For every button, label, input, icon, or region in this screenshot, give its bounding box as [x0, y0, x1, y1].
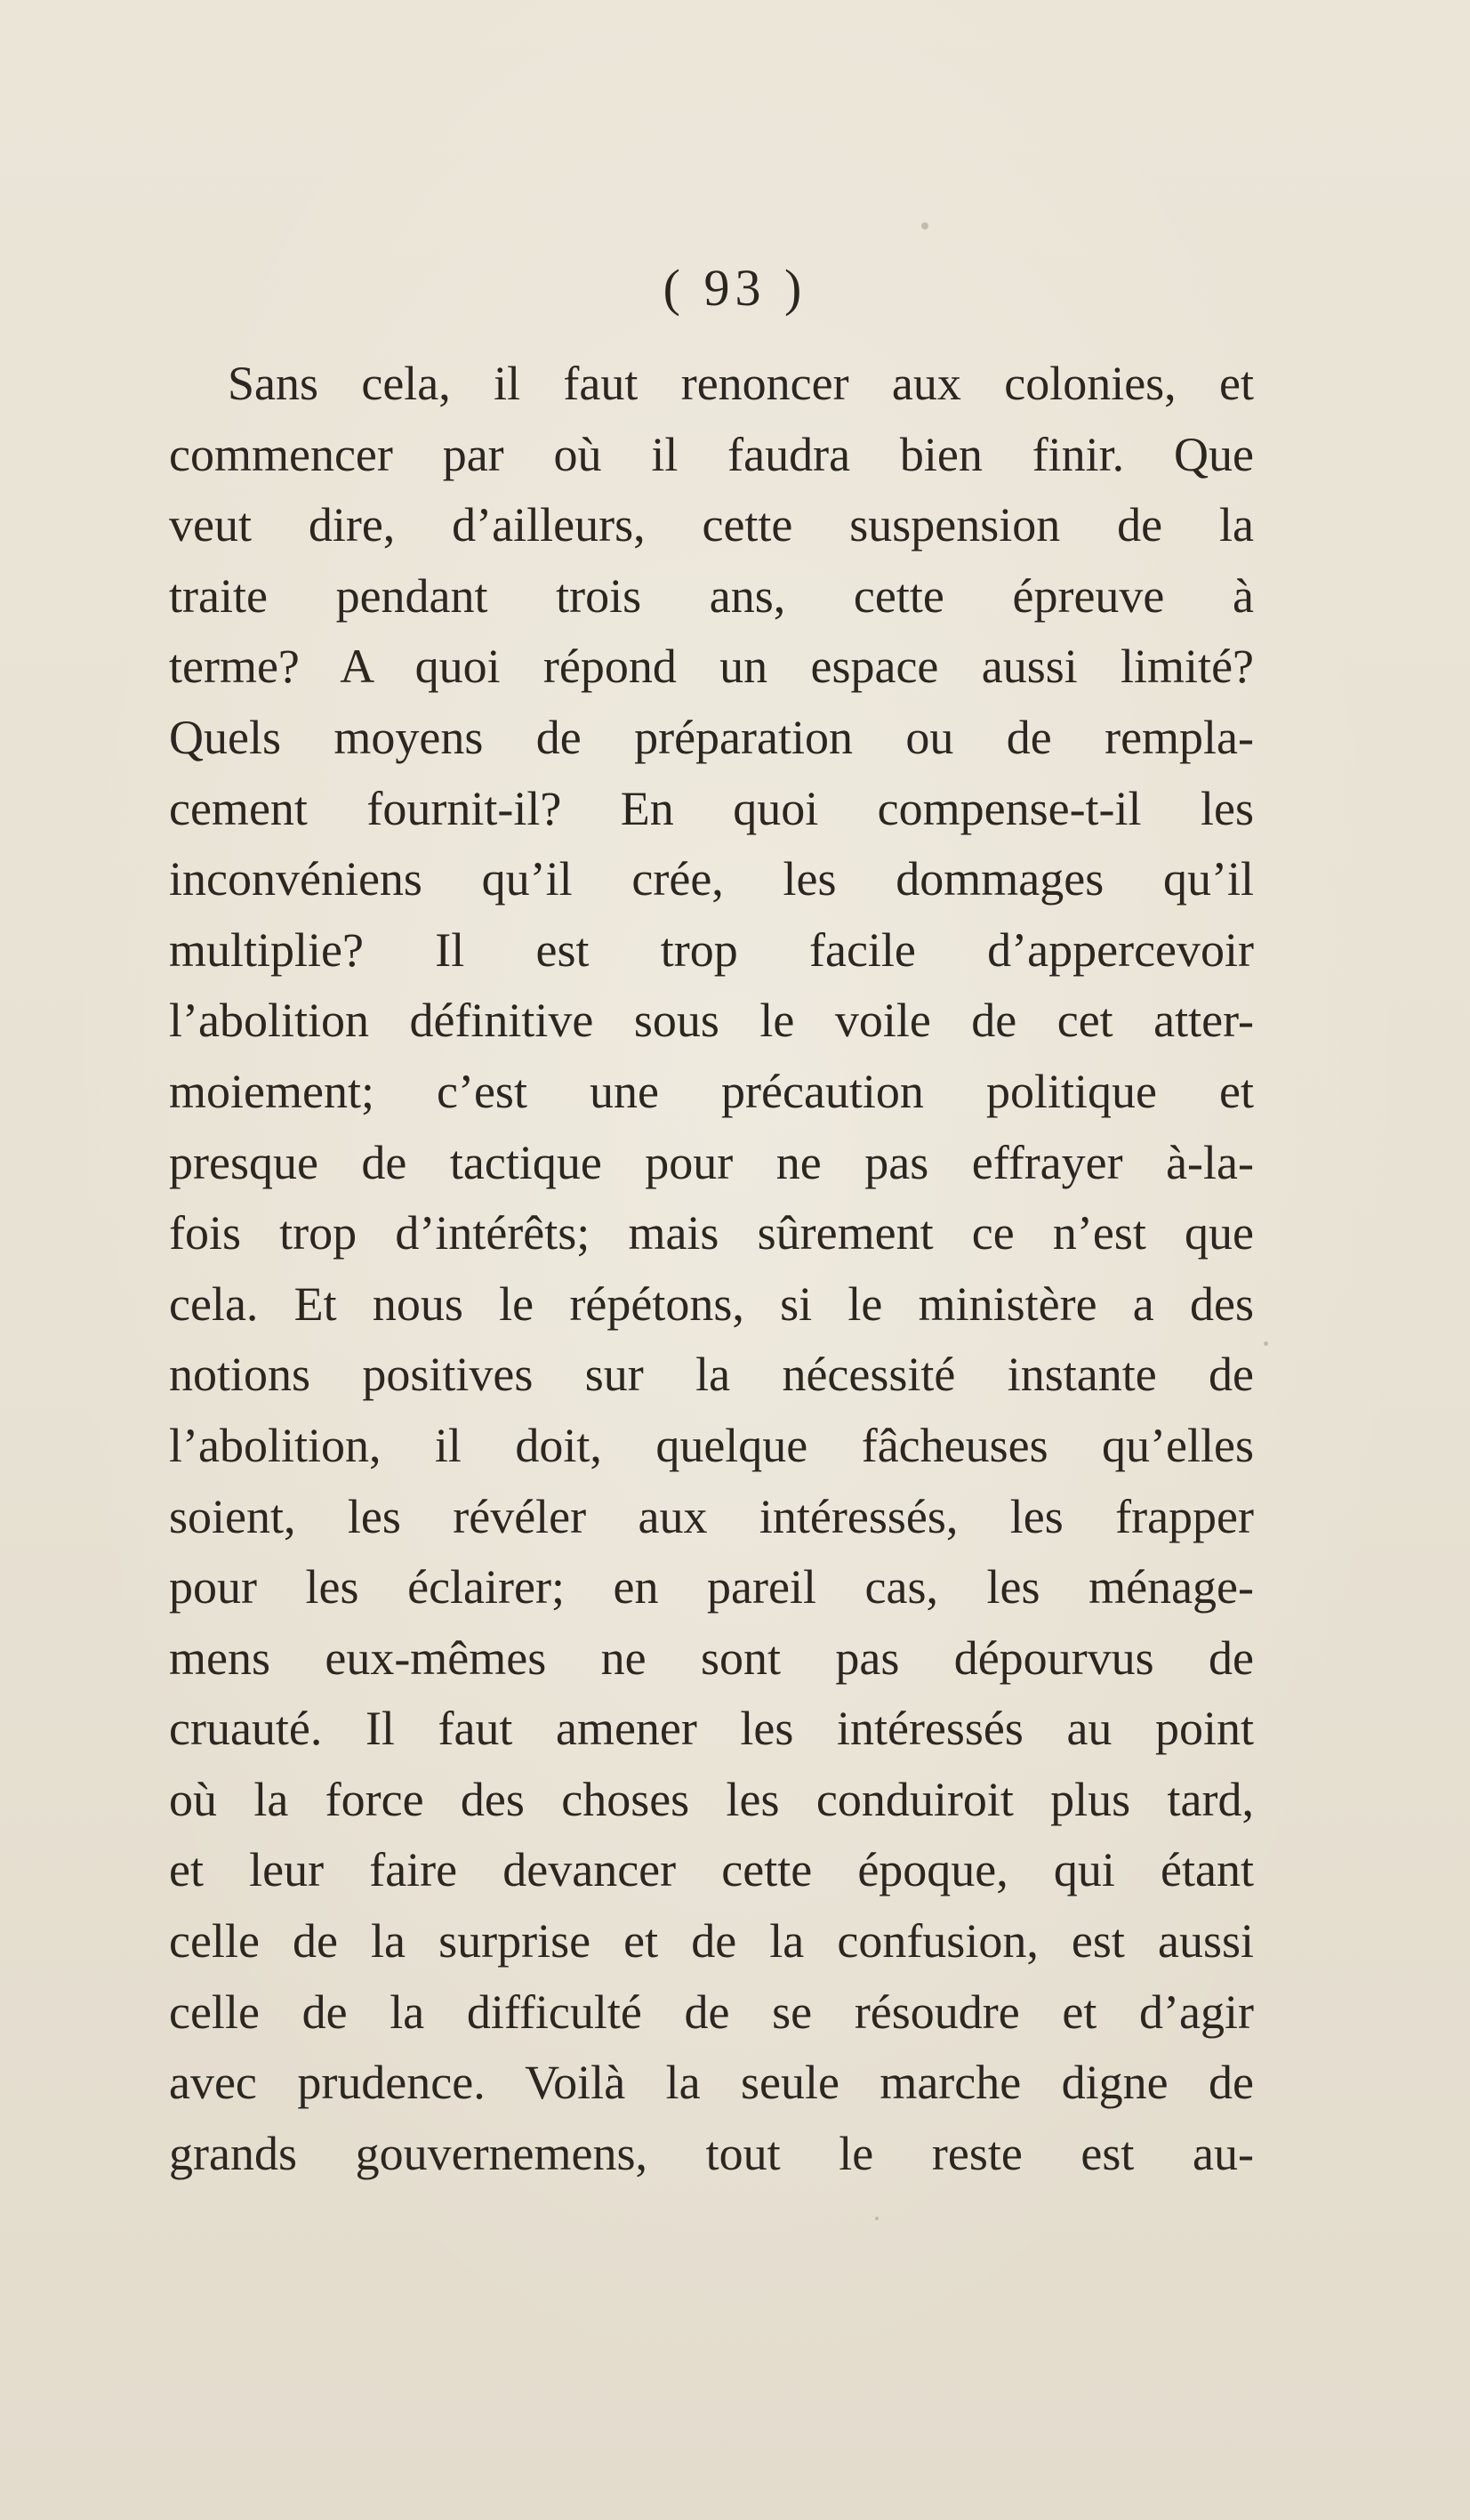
paper-speck [875, 2217, 879, 2220]
text-line: cruauté. Il faut amener les intéressés au point [169, 1702, 1254, 1756]
text-line: et leur faire devancer cette époque, qui étant [169, 1843, 1254, 1897]
text-line: cement fournit-il? En quoi compense-t-il les [169, 781, 1254, 835]
text-line: l’abolition définitive sous le voile de cet atter- [169, 994, 1254, 1048]
text-line: fois trop d’intérêts; mais sûrement ce n’est que [169, 1206, 1254, 1260]
text-line: Sans cela, il faut renoncer aux colonies, et [228, 357, 1254, 410]
text-line: veut dire, d’ailleurs, cette suspension de la [169, 498, 1254, 552]
text-line: terme? A quoi répond un espace aussi limité? [169, 640, 1254, 694]
text-line: Quels moyens de préparation ou de rempla- [169, 710, 1254, 764]
text-line: soient, les révéler aux intéressés, les frapper [169, 1489, 1254, 1543]
text-line: multiplie? Il est trop facile d’appercevoir [169, 922, 1254, 977]
text-line: celle de la difficulté de se résoudre et d’agir [169, 1985, 1254, 2039]
text-line: où la force des choses les conduiroit plus tard, [169, 1772, 1254, 1826]
text-line: avec prudence. Voilà la seule marche digne de [169, 2056, 1254, 2110]
text-line: pour les éclairer; en pareil cas, les ménage- [169, 1560, 1254, 1614]
text-line: mens eux-mêmes ne sont pas dépourvus de [169, 1630, 1254, 1685]
text-line: grands gouvernemens, tout le reste est au- [169, 2126, 1254, 2180]
text-line: traite pendant trois ans, cette épreuve à [169, 568, 1254, 623]
text-line: commencer par où il faudra bien finir. Que [169, 427, 1254, 481]
text-line: cela. Et nous le répétons, si le ministère a des [169, 1276, 1254, 1331]
text-line: celle de la surprise et de la confusion, est aussi [169, 1914, 1254, 1968]
text-line: presque de tactique pour ne pas effrayer à-la- [169, 1135, 1254, 1189]
body-text [169, 349, 1254, 2189]
page-number: ( 93 ) [663, 259, 807, 317]
text-line: l’abolition, il doit, quelque fâcheuses qu’elles [169, 1418, 1254, 1472]
text-line: notions positives sur la nécessité instante de [169, 1348, 1254, 1402]
text-line: inconvéniens qu’il crée, les dommages qu’il [169, 852, 1254, 906]
paper-speck [921, 222, 928, 229]
text-line: moiement; c’est une précaution politique et [169, 1064, 1254, 1118]
paper-speck [1264, 1341, 1268, 1346]
